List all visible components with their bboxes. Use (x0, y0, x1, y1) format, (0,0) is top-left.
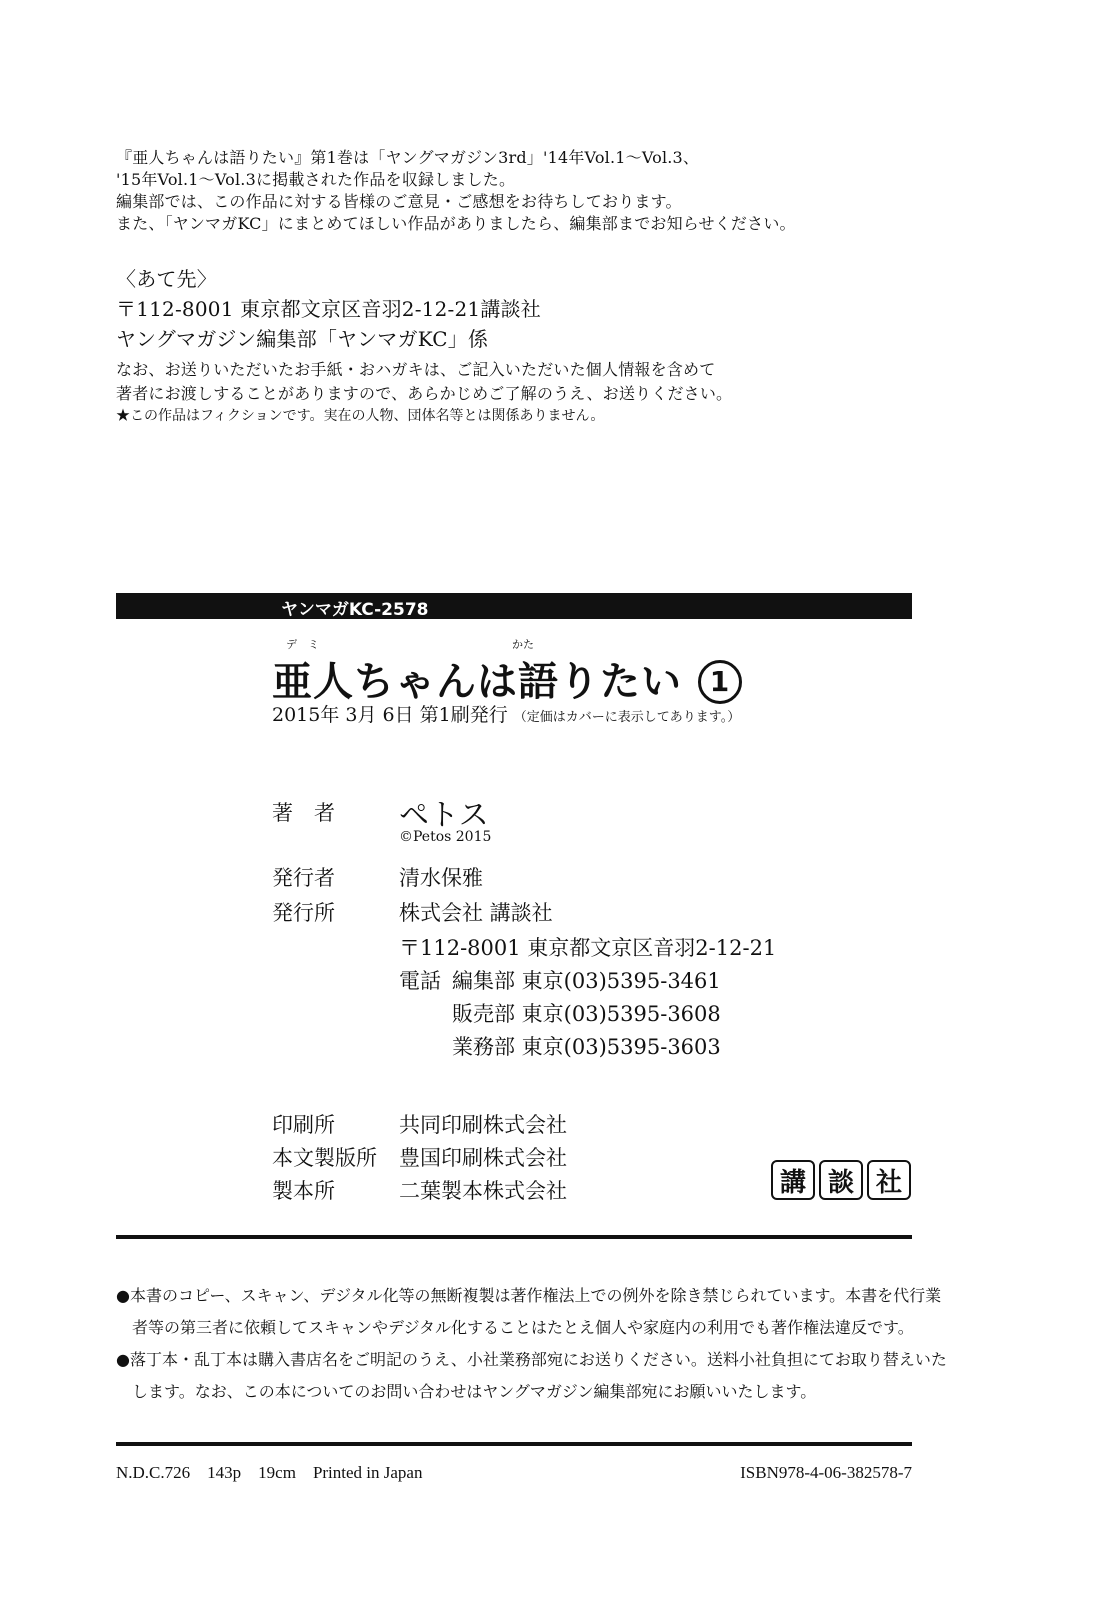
address-block (116, 264, 732, 406)
address-heading: 〈あて先〉 (116, 267, 217, 291)
notice-line: 『亜人ちゃんは語りたい』第1巻は「ヤングマガジン3rd」'14年Vol.1〜Vol.3、 (116, 148, 700, 167)
logo-char: 社 (867, 1160, 911, 1200)
warning-line: 者等の第三者に依頼してスキャンやデジタル化することはたとえ個人や家庭内の利用でも著作権法違反です。 (116, 1318, 914, 1337)
address-note: なお、お送りいただいたお手紙・おハガキは、ご記入いただいた個人情報を含めて (116, 360, 716, 379)
title-ruby-kata: かた (512, 638, 534, 651)
series-bar (116, 593, 912, 619)
publisher-address: 〒112-8001 東京都文京区音羽2-12-21 (399, 936, 777, 960)
fiction-note: ★この作品はフィクションです。実在の人物、団体名等とは関係ありません。 (116, 408, 605, 424)
footer-info (116, 1463, 422, 1483)
copyright: ©Petos 2015 (399, 829, 492, 845)
notice-line: '15年Vol.1〜Vol.3に掲載された作品を収録しました。 (116, 170, 516, 189)
book-title-row (272, 650, 742, 707)
divider-rule (116, 1442, 912, 1446)
address-dept: ヤングマガジン編集部「ヤンマガKC」係 (116, 327, 489, 351)
printed-in: Printed in Japan (312, 1463, 423, 1482)
printer-label: 印刷所 (272, 1113, 335, 1137)
ndc-code: N.D.C.726 (116, 1463, 191, 1482)
address-line: 〒112-8001 東京都文京区音羽2-12-21講談社 (116, 297, 541, 321)
address-note: 著者にお渡しすることがありますので、あらかじめご了解のうえ、お送りください。 (116, 384, 733, 403)
binder-label: 製本所 (272, 1179, 335, 1203)
publisher-logo (771, 1160, 911, 1200)
typesetter-name: 豊国印刷株式会社 (399, 1146, 567, 1170)
phone-line: 編集部 東京(03)5395-3461 (452, 969, 721, 993)
publisher-person-label: 発行者 (272, 866, 335, 890)
phone-label: 電話 (399, 969, 441, 993)
binder-name: 二葉製本株式会社 (399, 1179, 567, 1203)
logo-char: 談 (819, 1160, 863, 1200)
publisher-name: 株式会社 講談社 (399, 901, 553, 925)
warning-line: ●落丁本・乱丁本は購入書店名をご明記のうえ、小社業務部宛にお送りください。送料小社負担にてお取り替えいた (116, 1350, 947, 1369)
publish-date-row (272, 700, 740, 727)
divider-rule (116, 1235, 912, 1239)
notice-line: 編集部では、この作品に対する皆様のご意見・ご感想をお待ちしております。 (116, 192, 682, 211)
warning-line: します。なお、この本についてのお問い合わせはヤングマガジン編集部宛にお願いいたします。 (116, 1382, 817, 1401)
phone-line: 業務部 東京(03)5395-3603 (452, 1035, 721, 1059)
author-name: ペトス (399, 798, 489, 833)
book-title: 亜人ちゃんは語りたい (272, 658, 682, 705)
volume-badge: 1 (698, 660, 742, 704)
page-count: 143p (207, 1463, 242, 1482)
publish-date: 2015年 3月 6日 第1刷発行 (272, 704, 508, 726)
publisher-label: 発行所 (272, 901, 335, 925)
series-label: ヤンマガKC-2578 (281, 600, 429, 620)
typesetter-label: 本文製版所 (272, 1146, 377, 1170)
logo-char: 講 (771, 1160, 815, 1200)
publisher-person: 清水保雅 (399, 866, 483, 890)
isbn: ISBN978-4-06-382578-7 (740, 1463, 912, 1482)
notice-block (116, 147, 796, 235)
title-ruby-demi: デ ミ (286, 638, 319, 651)
notice-line: また、「ヤンマガKC」にまとめてほしい作品がありましたら、編集部までお知らせください。 (116, 214, 796, 233)
price-note: （定価はカバーに表示してあります。） (513, 710, 741, 725)
legal-warnings (116, 1280, 947, 1408)
warning-line: ●本書のコピー、スキャン、デジタル化等の無断複製は著作権法上での例外を除き禁じられています。本書を代行業 (116, 1286, 942, 1305)
book-size: 19cm (258, 1463, 296, 1482)
author-label: 著 者 (272, 801, 335, 825)
printer-name: 共同印刷株式会社 (399, 1113, 567, 1137)
phone-line: 販売部 東京(03)5395-3608 (452, 1002, 721, 1026)
